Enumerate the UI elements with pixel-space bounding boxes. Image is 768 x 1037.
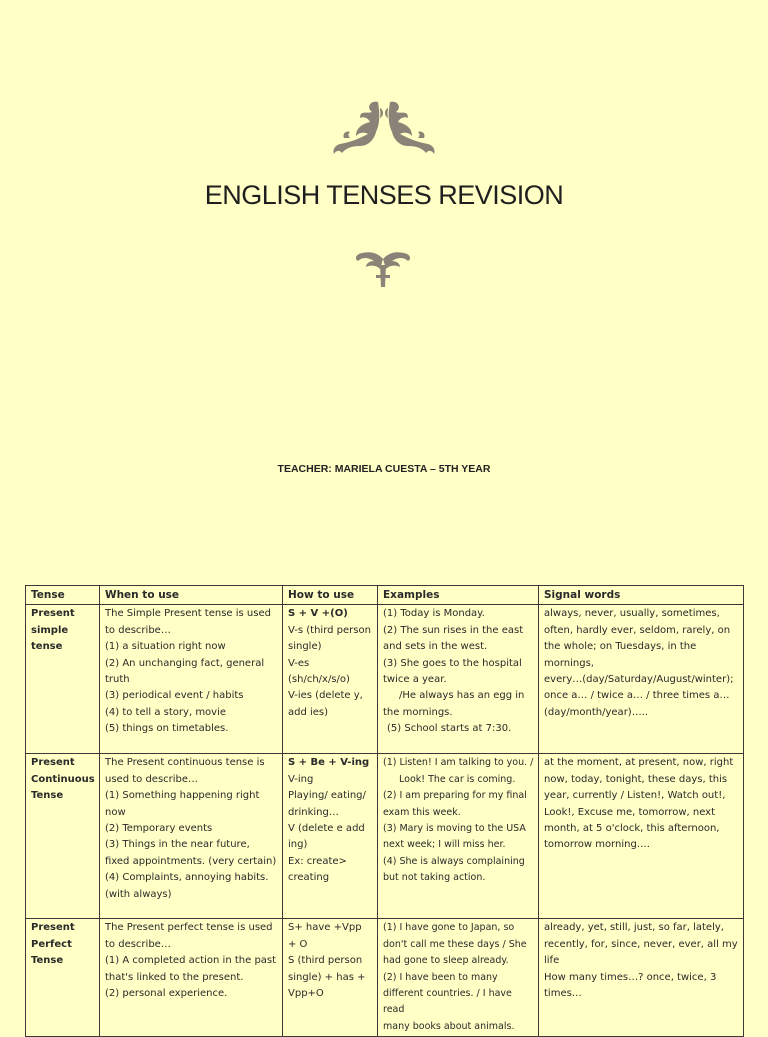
tenses-table <box>25 585 744 1037</box>
text-line: (4) to tell a story, movie <box>105 706 227 718</box>
examples-cell <box>378 605 539 754</box>
tense-cell <box>26 754 100 919</box>
how-cell <box>283 754 378 919</box>
text-line: (1) Listen! I am talking to you. / <box>383 757 534 769</box>
text-line: creating <box>288 872 330 884</box>
text-line: many books about animals. <box>383 1020 515 1032</box>
tense-label: Continuous <box>31 773 95 785</box>
text-line: the whole; on Tuesdays, in the <box>544 641 697 653</box>
text-line: The Simple Present tense is used <box>105 608 271 620</box>
text-line: had gone to sleep already. <box>383 955 509 967</box>
text-line: (2) Temporary events <box>105 823 213 835</box>
examples-cell <box>378 919 539 1037</box>
text-line: now, today, tonight, these days, this <box>544 773 728 785</box>
text-line: but not taking action. <box>383 872 486 884</box>
text-line: ing) <box>288 839 308 851</box>
text-line: life <box>544 955 560 967</box>
text-line: (day/month/year)….. <box>544 706 649 718</box>
text-line: (with always) <box>105 888 172 900</box>
table-row <box>26 605 744 754</box>
text-line: now <box>105 806 126 818</box>
text-line: Vpp+O <box>288 988 324 1000</box>
how-cell <box>283 919 378 1037</box>
text-line: (3) Things in the near future, <box>105 839 250 851</box>
text-line: already, yet, still, just, so far, lately, <box>544 922 724 934</box>
text-line: exam this week. <box>383 806 461 818</box>
text-line: used to describe… <box>105 773 199 785</box>
tense-label: Present <box>31 922 75 934</box>
text-line: next week; I will miss her. <box>383 839 506 851</box>
text-line: (1) A completed action in the past <box>105 955 277 967</box>
text-line: S+ have +Vpp <box>288 922 362 934</box>
text-line: (1) Something happening right <box>105 790 260 802</box>
header-when-to-use: When to use <box>100 586 283 605</box>
text-line: (2) The sun rises in the east <box>383 624 524 636</box>
tense-label: simple <box>31 624 69 636</box>
formula-line: S + Be + V-ing <box>288 757 370 769</box>
text-line: (1) a situation right now <box>105 641 226 653</box>
text-line: + O <box>288 938 308 950</box>
text-line: V-s (third person <box>288 624 371 636</box>
text-line: don't call me these days / She <box>383 938 527 950</box>
tense-cell <box>26 605 100 754</box>
header-examples: Examples <box>378 586 539 605</box>
tense-label: Present <box>31 757 75 769</box>
text-line: twice a year. <box>383 674 447 686</box>
text-line: year, currently / Listen!, Watch out!, <box>544 790 726 802</box>
text-line: V-ies (delete y, <box>288 690 363 702</box>
signal-cell <box>539 605 744 754</box>
text-line: that's linked to the present. <box>105 971 244 983</box>
text-line: V (delete e add <box>288 823 365 835</box>
text-line: (4) She is always complaining <box>383 855 525 867</box>
header-tense: Tense <box>26 586 100 605</box>
text-line: (sh/ch/x/s/o) <box>288 674 350 686</box>
text-line: often, hardly ever, seldom, rarely, on <box>544 624 731 636</box>
text-line: fixed appointments. (very certain) <box>105 855 277 867</box>
text-line: V-ing <box>288 773 314 785</box>
when-cell <box>100 754 283 919</box>
table-row <box>26 754 744 919</box>
text-line: truth <box>105 674 130 686</box>
header-how-to-use: How to use <box>283 586 378 605</box>
text-line: single) <box>288 641 322 653</box>
text-line: to describe… <box>105 938 171 950</box>
text-line: recently, for, since, never, ever, all my <box>544 938 738 950</box>
text-line: How many times…? once, twice, 3 <box>544 971 717 983</box>
text-line: times… <box>544 988 582 1000</box>
text-line: (1) Today is Monday. <box>383 608 485 620</box>
text-line: to describe… <box>105 624 171 636</box>
text-line: (3) periodical event / habits <box>105 690 244 702</box>
text-line: single) + has + <box>288 971 366 983</box>
text-line: (3) She goes to the hospital <box>383 657 522 669</box>
text-line: always, never, usually, sometimes, <box>544 608 720 620</box>
tense-label: Perfect <box>31 938 72 950</box>
tense-label: Present <box>31 608 75 620</box>
text-line: once a… / twice a… / three times a… <box>544 690 730 702</box>
table-row <box>26 919 744 1037</box>
table-header-row <box>26 586 744 605</box>
text-line: (4) Complaints, annoying habits. <box>105 872 269 884</box>
text-line: (2) An unchanging fact, general <box>105 657 265 669</box>
text-line: month, at 5 o'clock, this afternoon, <box>544 823 720 835</box>
tense-label: Tense <box>31 790 64 802</box>
text-line: Look! The car is coming. <box>399 773 516 785</box>
text-line: Look!, Excuse me, tomorrow, next <box>544 806 716 818</box>
examples-cell <box>378 754 539 919</box>
text-line: tomorrow morning…. <box>544 839 650 851</box>
document-title: ENGLISH TENSES REVISION <box>204 180 564 210</box>
text-line: Ex: create> <box>288 855 347 867</box>
text-line: drinking… <box>288 806 339 818</box>
text-line: (3) Mary is moving to the USA <box>383 823 526 835</box>
text-line: V-es <box>288 657 310 669</box>
when-cell <box>100 605 283 754</box>
text-line: (5) things on timetables. <box>105 723 229 735</box>
tense-label: Tense <box>31 955 64 967</box>
how-cell <box>283 605 378 754</box>
text-line: Playing/ eating/ <box>288 790 366 802</box>
formula-line: S + V +(O) <box>288 608 348 620</box>
text-line: different countries. / I have read <box>383 988 512 1016</box>
text-line: (2) I am preparing for my final <box>383 790 527 802</box>
text-line: (2) personal experience. <box>105 988 228 1000</box>
fleuron-icon <box>352 247 414 289</box>
header-signal-words: Signal words <box>539 586 744 605</box>
tense-cell <box>26 919 100 1037</box>
text-line: The Present continuous tense is <box>105 757 265 769</box>
signal-cell <box>539 919 744 1037</box>
text-line: the mornings. <box>383 706 453 718</box>
text-line: mornings, <box>544 657 594 669</box>
text-line: S (third person <box>288 955 363 967</box>
signal-cell <box>539 754 744 919</box>
teacher-line: TEACHER: MARIELA CUESTA – 5TH YEAR <box>277 463 491 475</box>
text-line: (2) I have been to many <box>383 971 498 983</box>
text-line: add ies) <box>288 706 329 718</box>
text-line: at the moment, at present, now, right <box>544 757 734 769</box>
text-line: every…(day/Saturday/August/winter); <box>544 674 734 686</box>
when-cell <box>100 919 283 1037</box>
text-line: (1) I have gone to Japan, so <box>383 922 515 934</box>
text-line: and sets in the west. <box>383 641 488 653</box>
tense-label: tense <box>31 641 63 653</box>
text-line: /He always has an egg in <box>399 690 525 702</box>
text-line: (5) School starts at 7:30. <box>387 723 512 735</box>
text-line: The Present perfect tense is used <box>105 922 273 934</box>
flourish-pair-icon <box>330 98 438 160</box>
